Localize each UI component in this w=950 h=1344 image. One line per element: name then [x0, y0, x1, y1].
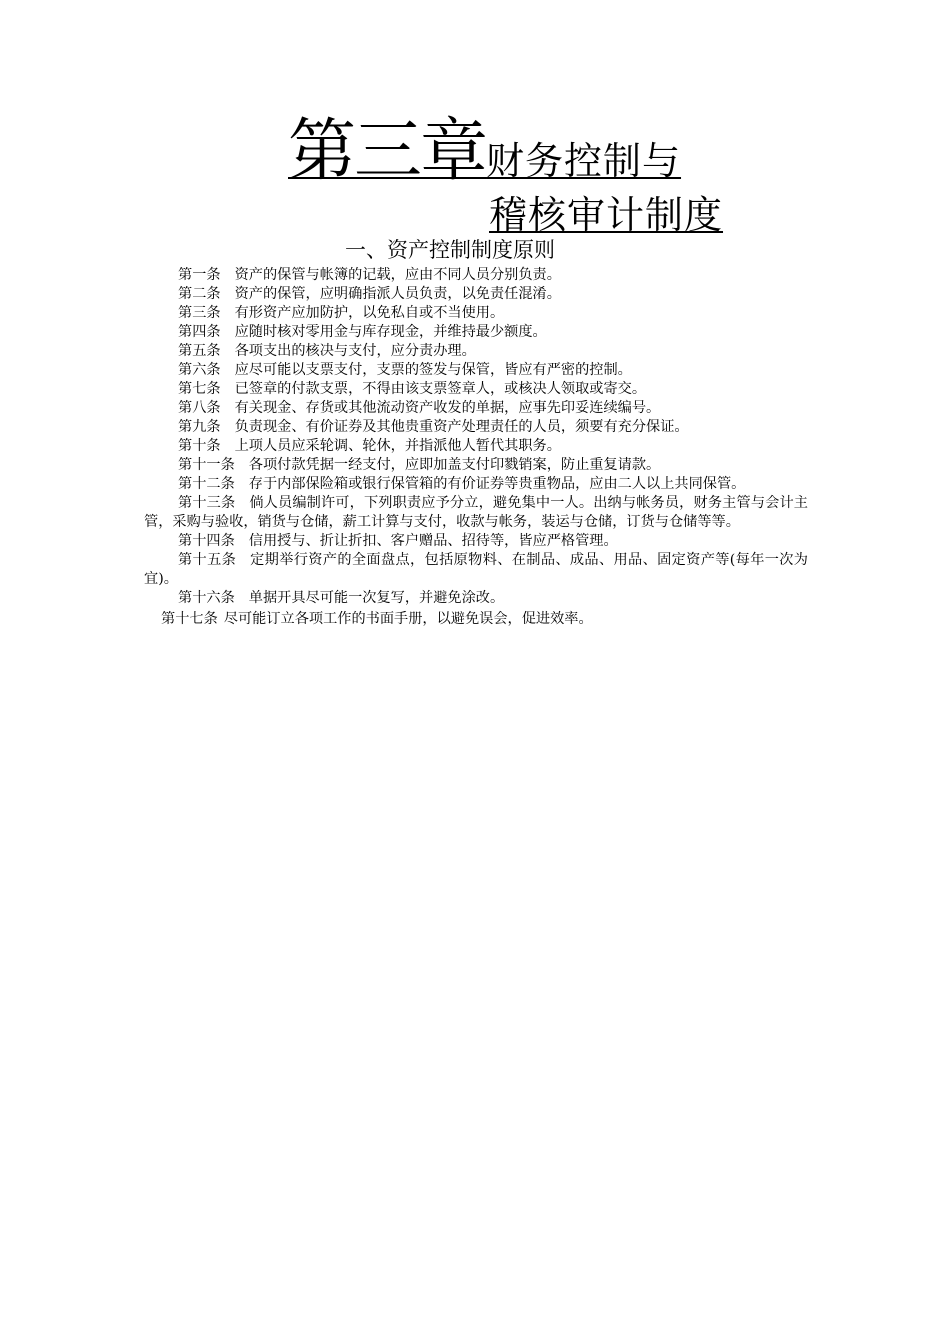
article [144, 532, 808, 551]
article-text: 尽可能订立各项工作的书面手册，以避免误会，促进效率。 [223, 611, 593, 627]
article-number: 第十四条 [178, 533, 235, 549]
article-text: 各项付款凭据一经支付，应即加盖支付印戮销案，防止重复请款。 [248, 457, 661, 473]
article [144, 342, 808, 361]
article-number: 第十一条 [178, 457, 235, 473]
article-number: 第二条 [178, 286, 221, 302]
article-number: 第十条 [178, 438, 221, 454]
article [144, 494, 808, 532]
article [144, 418, 808, 437]
section-heading: 一、资产控制制度原则 [345, 238, 555, 262]
article [144, 610, 808, 629]
article-number: 第九条 [178, 419, 221, 435]
article-text: 上项人员应采轮调、轮休，并指派他人暂代其职务。 [234, 438, 561, 454]
article [144, 285, 808, 304]
article-number: 第六条 [178, 362, 221, 378]
article [144, 551, 808, 589]
article [144, 456, 808, 475]
chapter-title-part1: 财务控制与 [486, 139, 682, 183]
article-text: 各项支出的核决与支付，应分责办理。 [234, 343, 476, 359]
chapter-title [288, 112, 682, 191]
article [144, 266, 808, 285]
article-text: 应尽可能以支票支付，支票的签发与保管，皆应有严密的控制。 [234, 362, 632, 378]
article-number: 第十五条 [178, 552, 237, 568]
article [144, 304, 808, 323]
article-number: 第一条 [178, 267, 221, 283]
article-text: 信用授与、折让折扣、客户赠品、招待等，皆应严格管理。 [248, 533, 618, 549]
article [144, 589, 808, 608]
article-number: 第五条 [178, 343, 221, 359]
article-list [144, 266, 808, 629]
article [144, 475, 808, 494]
article-text: 单据开具尽可能一次复写，并避免涂改。 [248, 590, 505, 606]
article [144, 380, 808, 399]
article-text: 已签章的付款支票，不得由该支票签章人，或核决人领取或寄交。 [234, 381, 647, 397]
article-text: 负责现金、有价证券及其他贵重资产处理责任的人员，须要有充分保证。 [234, 419, 689, 435]
article-text: 定期举行资产的全面盘点，包括原物料、在制品、成品、用品、固定资产等(每年一次为宜)。 [144, 552, 808, 587]
article-number: 第七条 [178, 381, 221, 397]
article-text: 有形资产应加防护，以免私自或不当使用。 [234, 305, 505, 321]
article [144, 323, 808, 342]
article-text: 倘人员编制许可，下列职责应予分立，避免集中一人。出纳与帐务员，财务主管与会计主管，采购与验收，销货与仓储，薪工计算与支付，收款与帐务，装运与仓储，订货与仓储等等。 [144, 495, 808, 530]
article-text: 有关现金、存货或其他流动资产收发的单据，应事先印妥连续编号。 [234, 400, 661, 416]
article-number: 第十七条 [161, 611, 218, 627]
article-number: 第四条 [178, 324, 221, 340]
chapter-number: 第三章 [288, 112, 487, 191]
article-number: 第十六条 [178, 590, 235, 606]
article-text: 应随时核对零用金与库存现金，并维持最少额度。 [234, 324, 547, 340]
chapter-title-part2: 稽核审计制度 [489, 193, 724, 237]
article-number: 第八条 [178, 400, 221, 416]
article-text: 资产的保管，应明确指派人员负责，以免责任混淆。 [234, 286, 561, 302]
article-text: 存于内部保险箱或银行保管箱的有价证券等贵重物品，应由二人以上共同保管。 [248, 476, 746, 492]
article [144, 437, 808, 456]
article-number: 第十二条 [178, 476, 235, 492]
article [144, 361, 808, 380]
article-text: 资产的保管与帐簿的记载，应由不同人员分别负责。 [234, 267, 561, 283]
article [144, 399, 808, 418]
article-number: 第三条 [178, 305, 221, 321]
article-number: 第十三条 [178, 495, 236, 511]
